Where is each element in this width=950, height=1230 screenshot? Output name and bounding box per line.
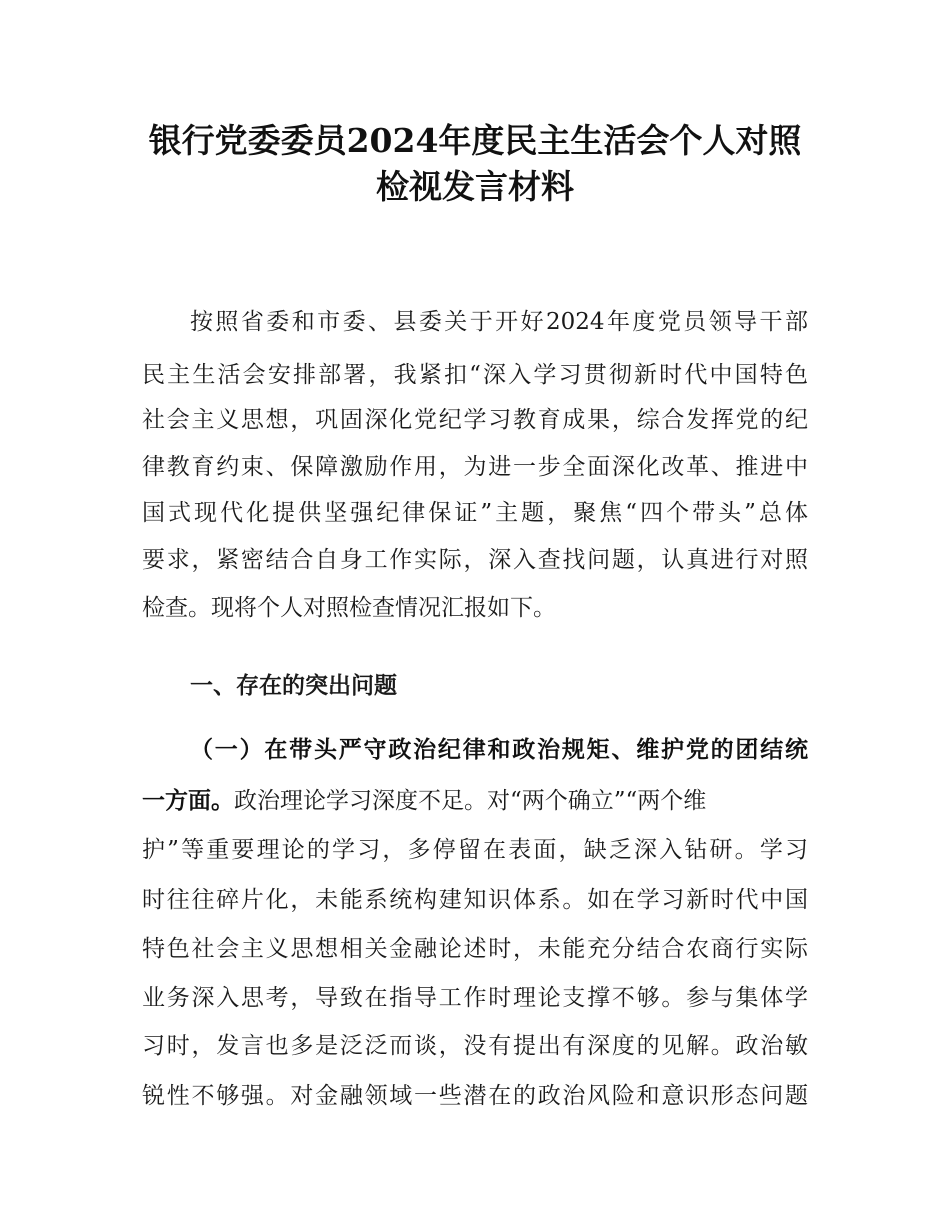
document-title-line-1: 银行党委委员2024年度民主生活会个人对照: [148, 121, 802, 160]
body-line-2: 时往往碎片化，未能系统构建知识体系。如在学习新时代中国: [142, 887, 808, 913]
body-line-6: 锐性不够强。对金融领域一些潜在的政治风险和意识形态问题: [142, 1083, 808, 1109]
subsection-heading-line-2: [142, 785, 808, 817]
document-title-line-2: 检视发言材料: [376, 167, 574, 206]
subsection-body-start: 政治理论学习深度不足。对“两个确立”“两个维: [234, 788, 707, 814]
intro-line-1: 按照省委和市委、县委关于开好2024年度党员领导干部: [190, 309, 808, 335]
subsection-heading-tail: 一方面。: [142, 787, 234, 814]
intro-line-6: 要求，紧密结合自身工作实际，深入查找问题，认真进行对照: [142, 547, 808, 573]
body-line-3: 特色社会主义思想相关金融论述时，未能充分结合农商行实际: [142, 936, 808, 962]
body-line-1: 护”等重要理论的学习，多停留在表面，缺乏深入钻研。学习: [142, 837, 808, 863]
intro-line-5: 国式现代化提供坚强纪律保证”主题，聚焦“四个带头”总体: [142, 500, 808, 526]
subsection-heading-line-1: （一）在带头严守政治纪律和政治规矩、维护党的团结统: [190, 736, 808, 763]
body-line-5: 习时，发言也多是泛泛而谈，没有提出有深度的见解。政治敏: [142, 1033, 808, 1059]
intro-line-4: 律教育约束、保障激励作用，为进一步全面深化改革、推进中: [142, 454, 808, 480]
section-heading: 一、存在的突出问题: [190, 673, 397, 699]
body-line-4: 业务深入思考，导致在指导工作时理论支撑不够。参与集体学: [142, 985, 808, 1011]
intro-line-2: 民主生活会安排部署，我紧扣“深入学习贯彻新时代中国特色: [142, 362, 808, 388]
intro-line-7: 检查。现将个人对照检查情况汇报如下。: [142, 595, 556, 621]
intro-line-3: 社会主义思想，巩固深化党纪学习教育成果，综合发挥党的纪: [142, 407, 808, 433]
